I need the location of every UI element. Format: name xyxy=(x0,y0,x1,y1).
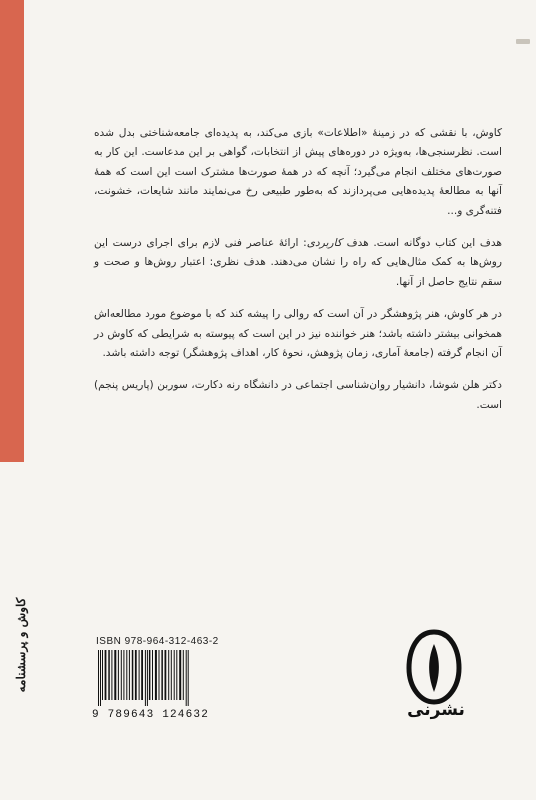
barcode-bar xyxy=(155,650,157,700)
barcode-bar xyxy=(174,650,175,700)
isbn-label: ISBN 978-964-312-463-2 xyxy=(96,636,219,647)
barcode-bar xyxy=(129,650,130,700)
cover-mark xyxy=(516,39,530,44)
barcode-bar xyxy=(121,650,122,700)
barcode-bar xyxy=(105,650,107,700)
barcode-bar xyxy=(118,650,119,700)
barcode-bar xyxy=(161,650,163,700)
barcode-bar xyxy=(114,650,116,700)
barcode-bar xyxy=(171,650,172,700)
barcode-bar xyxy=(183,650,184,700)
barcode-bar xyxy=(135,650,137,700)
barcode-bar xyxy=(152,650,153,700)
barcode-bar xyxy=(123,650,124,700)
barcode-bar xyxy=(141,650,143,700)
goal-text-after: : ارائهٔ عناصر فنی لازم برای اجرای درست این روش‌ها به کمک مثال‌هایی که راه را نشان می‌دهند. هدف نظری: اعتبار روش‌ها و صحت و سقم نتایج حاصل از آنها. xyxy=(94,237,502,288)
blurb-paragraph-2 xyxy=(94,234,502,292)
barcode-bar xyxy=(186,650,187,706)
barcode-bar xyxy=(139,650,140,700)
barcode-bar xyxy=(108,650,110,700)
barcode-bar xyxy=(149,650,151,700)
barcode-bar xyxy=(102,650,103,700)
blurb-paragraph-1: کاوش، با نقشی که در زمینهٔ «اطلاعات» بازی می‌کند، به پدیده‌ای جامعه‌شناختی بدل شده است. نظرسنجی‌ها، به‌ویژه در دوره‌های پیش از انتخابات، گواهی بر این مدعاست. این کار به صورت‌های مختلف انجام می‌گیرد؛ آنچه که در همهٔ صورت‌ها مشترک است این است که همهٔ آنها به مطالعهٔ پدیده‌هایی می‌پردازند که به‌طور طبیعی رخ می‌نمایند مانند شایعات، خشونت، فتنه‌گری و... xyxy=(94,127,502,217)
barcode-bar xyxy=(126,650,127,700)
barcode-bar xyxy=(179,650,181,700)
barcode-bar xyxy=(168,650,169,700)
series-vertical-title: کاوش و پرسشنامه xyxy=(14,597,28,693)
goal-text-applied: کاربردی xyxy=(306,237,342,250)
spine-color-band xyxy=(0,0,24,462)
barcode-bar xyxy=(159,650,160,700)
barcode-bar xyxy=(111,650,112,700)
seed-logo-icon xyxy=(405,628,463,706)
barcode-bar xyxy=(165,650,167,700)
blurb-text xyxy=(94,124,502,428)
barcode-bar xyxy=(100,650,101,706)
barcode xyxy=(96,650,214,706)
barcode-bar xyxy=(145,650,146,706)
barcode-bar xyxy=(176,650,177,700)
blurb-paragraph-3: در هر کاوش، هنر پژوهشگر در آن است که روالی را پیشه کند که با موضوع مورد مطالعه‌اش همخوانی بیشتر داشته باشد؛ هنر خواننده نیز در این است که پیوسته به شرایطی که کاوش در آن انجام گرفته (جامعهٔ آماری، زمان پژوهش، نحوهٔ کار، اهداف پژوهشگر) توجه داشته باشد. xyxy=(94,308,502,360)
publisher-name: نشرنی xyxy=(407,700,465,720)
barcode-digits: 9 789643 124632 xyxy=(92,709,210,721)
goal-text-before: هدف این کتاب دوگانه است. هدف xyxy=(341,237,503,250)
barcode-bar xyxy=(98,650,99,706)
barcode-bar xyxy=(188,650,189,706)
barcode-bar xyxy=(147,650,148,706)
author-bio: دکتر هلن شوشا، دانشیار روان‌شناسی اجتماعی در دانشگاه رنه دکارت، سوربن (پاریس پنجم) است. xyxy=(94,379,502,411)
barcode-bar xyxy=(132,650,134,700)
